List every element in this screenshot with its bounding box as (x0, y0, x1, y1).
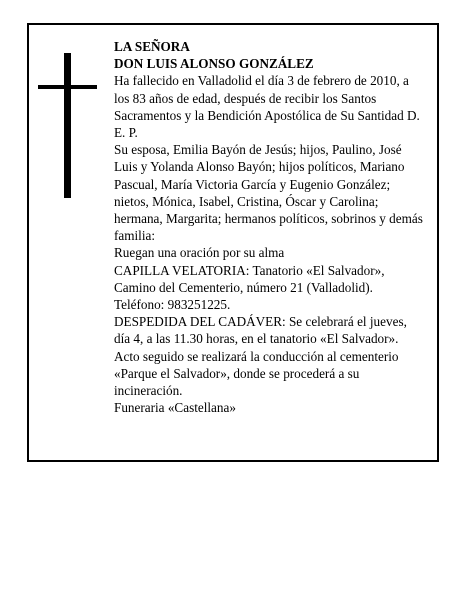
deceased-name: DON LUIS ALONSO GONZÁLEZ (114, 56, 314, 72)
farewell-paragraph: DESPEDIDA DEL CADÁVER: Se celebrará el jueves, día 4, a las 11.30 horas, en el tanatorio «El Salvador». Acto seguido se realizará la conducción al cementerio «Parque el Salvador», donde se procederá a su incineración. (114, 314, 407, 399)
cross-vertical-bar (64, 53, 71, 198)
death-announcement-paragraph: Ha fallecido en Valladolid el día 3 de febrero de 2010, a los 83 años de edad, después de recibir los Santos Sacramentos y la Bendición Apostólica de Su Santidad D. E. P. (114, 73, 420, 141)
heading-line-1: LA SEÑORA (114, 39, 190, 54)
cross-horizontal-bar (38, 85, 97, 89)
family-paragraph: Su esposa, Emilia Bayón de Jesús; hijos, Paulino, José Luis y Yolanda Alonso Bayón; hijos políticos, Mariano Pascual, María Victoria García y Eugenio González; nietos, Mónica, Isabel, Cristina, Óscar y Carolina; hermana, Margarita; hermanos políticos, sobrinos y demás familia: (114, 142, 423, 244)
funeral-home-paragraph: Funeraria «Castellana» (114, 400, 236, 416)
prayer-request-paragraph: Ruegan una oración por su alma (114, 245, 285, 261)
wake-chapel-paragraph: CAPILLA VELATORIA: Tanatorio «El Salvador», Camino del Cementerio, número 21 (Valladolid). Teléfono: 983251225. (114, 262, 385, 313)
latin-cross-icon (38, 53, 97, 198)
obituary-text (114, 38, 426, 416)
